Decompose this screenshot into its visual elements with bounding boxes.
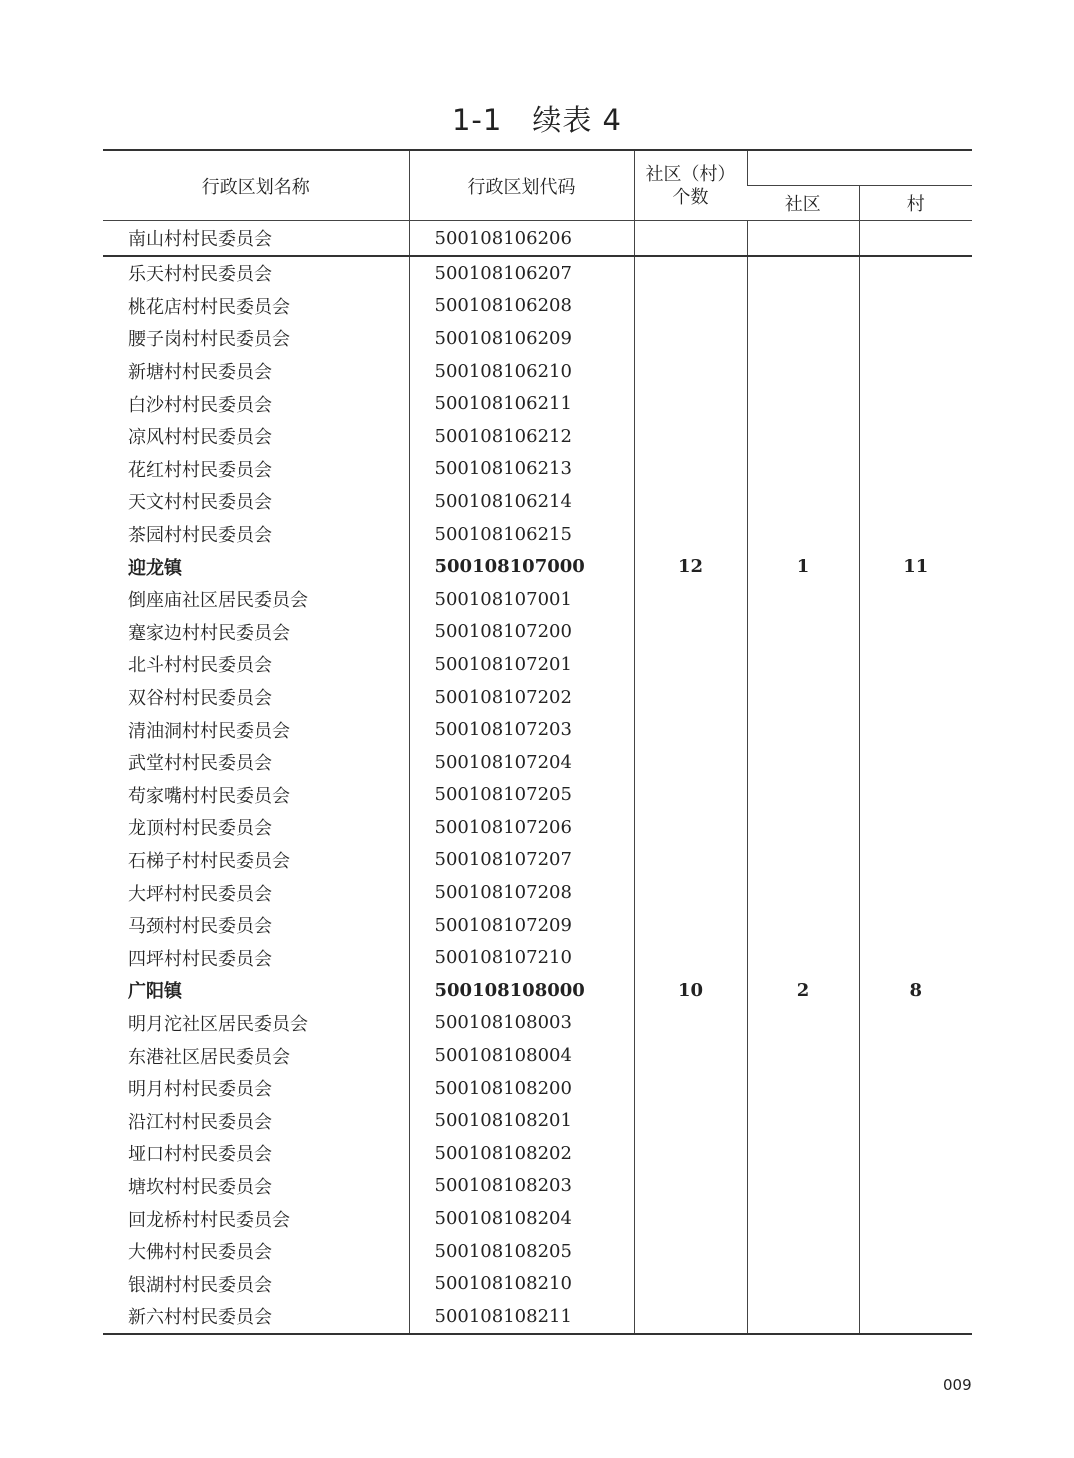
row-name: 双谷村村民委员会 (128, 688, 272, 710)
row-name: 腰子岗村村民委员会 (128, 329, 290, 351)
row-name: 四坪村村民委员会 (128, 948, 272, 970)
row-name: 广阳镇 (128, 981, 182, 1003)
row-community (747, 713, 859, 746)
row-name: 大佛村村民委员会 (128, 1242, 272, 1264)
row-code: 500108106208 (409, 290, 634, 323)
row-total (634, 844, 747, 877)
row-code: 500108106214 (409, 485, 634, 518)
row-code: 500108107201 (409, 648, 634, 681)
row-name: 明月村村民委员会 (128, 1079, 272, 1101)
table-row (103, 681, 972, 714)
row-village (859, 256, 972, 290)
row-community: 1 (747, 550, 859, 583)
row-total (634, 1202, 747, 1235)
row-code: 500108108203 (409, 1170, 634, 1203)
row-name: 花红村村民委员会 (128, 459, 272, 481)
table-row (103, 713, 972, 746)
header-community: 社区 (747, 186, 859, 221)
row-code: 500108108202 (409, 1137, 634, 1170)
row-community (747, 420, 859, 453)
table-row (103, 1137, 972, 1170)
row-code: 500108106210 (409, 355, 634, 388)
row-total (634, 1235, 747, 1268)
row-code: 500108106207 (409, 256, 634, 290)
row-village (859, 1137, 972, 1170)
row-code: 500108106213 (409, 453, 634, 486)
row-community (747, 485, 859, 518)
row-name: 大坪村村民委员会 (128, 883, 272, 905)
row-total (634, 1300, 747, 1334)
row-community: 2 (747, 974, 859, 1007)
row-total (634, 355, 747, 388)
row-name: 垭口村村民委员会 (128, 1144, 272, 1166)
row-total (634, 713, 747, 746)
division-table (103, 149, 972, 1335)
row-total (634, 941, 747, 974)
row-total (634, 387, 747, 420)
row-total (634, 909, 747, 942)
row-village (859, 221, 972, 257)
row-name: 东港社区居民委员会 (128, 1046, 290, 1068)
row-code: 500108107203 (409, 713, 634, 746)
row-name: 新塘村村民委员会 (128, 362, 272, 384)
row-name: 桃花店村村民委员会 (128, 296, 290, 318)
row-village (859, 518, 972, 551)
row-code: 500108107000 (409, 550, 634, 583)
row-village (859, 583, 972, 616)
table-row (103, 322, 972, 355)
row-village (859, 746, 972, 779)
table-row (103, 550, 972, 583)
row-code: 500108108210 (409, 1267, 634, 1300)
row-total: 12 (634, 550, 747, 583)
row-name: 乐天村村民委员会 (128, 264, 272, 286)
row-village (859, 420, 972, 453)
table-row (103, 290, 972, 323)
table-row (103, 876, 972, 909)
row-total (634, 876, 747, 909)
row-total (634, 453, 747, 486)
row-community (747, 518, 859, 551)
row-code: 500108107202 (409, 681, 634, 714)
row-code: 500108107207 (409, 844, 634, 877)
table-row (103, 583, 972, 616)
row-name: 凉风村村民委员会 (128, 427, 272, 449)
row-community (747, 256, 859, 290)
row-code: 500108107210 (409, 941, 634, 974)
row-community (747, 1007, 859, 1040)
row-code: 500108108201 (409, 1104, 634, 1137)
row-code: 500108106209 (409, 322, 634, 355)
row-code: 500108108211 (409, 1300, 634, 1334)
row-total (634, 681, 747, 714)
row-community (747, 746, 859, 779)
row-code: 500108107205 (409, 779, 634, 812)
row-code: 500108106206 (409, 221, 634, 257)
row-name: 回龙桥村村民委员会 (128, 1209, 290, 1231)
table-row (103, 453, 972, 486)
row-village: 11 (859, 550, 972, 583)
table-row (103, 1007, 972, 1040)
row-community (747, 387, 859, 420)
row-community (747, 681, 859, 714)
row-total (634, 485, 747, 518)
row-code: 500108107200 (409, 616, 634, 649)
row-total (634, 221, 747, 257)
row-village (859, 1072, 972, 1105)
row-name: 石梯子村村民委员会 (128, 850, 290, 872)
row-code: 500108106215 (409, 518, 634, 551)
row-name: 明月沱社区居民委员会 (128, 1013, 308, 1035)
row-village (859, 485, 972, 518)
row-total (634, 1072, 747, 1105)
header-count (634, 150, 747, 221)
row-total (634, 322, 747, 355)
row-code: 500108107206 (409, 811, 634, 844)
row-village (859, 1170, 972, 1203)
table-row (103, 941, 972, 974)
row-name: 白沙村村民委员会 (128, 394, 272, 416)
table-row (103, 779, 972, 812)
row-name: 马颈村村民委员会 (128, 916, 272, 938)
row-village (859, 1039, 972, 1072)
row-code: 500108106212 (409, 420, 634, 453)
row-village (859, 453, 972, 486)
table-row (103, 616, 972, 649)
row-village: 8 (859, 974, 972, 1007)
row-village (859, 1235, 972, 1268)
row-code: 500108106211 (409, 387, 634, 420)
row-name: 蹇家边村村民委员会 (128, 622, 290, 644)
table-row (103, 1104, 972, 1137)
row-name: 清油洞村村民委员会 (128, 720, 290, 742)
row-community (747, 583, 859, 616)
row-total (634, 256, 747, 290)
row-name: 天文村村民委员会 (128, 492, 272, 514)
row-total (634, 811, 747, 844)
row-total (634, 1039, 747, 1072)
table-row (103, 1300, 972, 1334)
table-row (103, 811, 972, 844)
table-row (103, 485, 972, 518)
page-number: 009 (943, 1376, 972, 1394)
row-village (859, 844, 972, 877)
row-code: 500108107204 (409, 746, 634, 779)
row-total (634, 583, 747, 616)
table-title: 1-1 续表 4 (451, 103, 623, 137)
row-name: 银湖村村民委员会 (128, 1274, 272, 1296)
row-community (747, 1300, 859, 1334)
row-community (747, 1072, 859, 1105)
row-total (634, 420, 747, 453)
row-community (747, 1235, 859, 1268)
table-row (103, 355, 972, 388)
row-total (634, 1170, 747, 1203)
table-row (103, 1267, 972, 1300)
row-total (634, 290, 747, 323)
row-community (747, 1202, 859, 1235)
row-community (747, 1170, 859, 1203)
row-name: 南山村村民委员会 (103, 221, 409, 257)
table-row (103, 518, 972, 551)
row-community (747, 648, 859, 681)
header-count-group (747, 150, 972, 186)
header-count-line1: 社区（村） (645, 163, 736, 185)
row-name: 迎龙镇 (128, 557, 182, 579)
table-row (103, 746, 972, 779)
row-total (634, 1007, 747, 1040)
row-community (747, 221, 859, 257)
row-code: 500108108200 (409, 1072, 634, 1105)
row-community (747, 1267, 859, 1300)
row-name: 北斗村村民委员会 (128, 655, 272, 677)
header-name: 行政区划名称 (103, 150, 409, 221)
table-row (103, 420, 972, 453)
row-name: 倒座庙社区居民委员会 (128, 590, 308, 612)
row-village (859, 1267, 972, 1300)
row-community (747, 1039, 859, 1072)
row-total (634, 1267, 747, 1300)
row-name: 武堂村村民委员会 (128, 753, 272, 775)
table-row (103, 1039, 972, 1072)
row-community (747, 909, 859, 942)
row-name: 龙顶村村民委员会 (128, 818, 272, 840)
table-row (103, 221, 972, 257)
row-village (859, 909, 972, 942)
row-code: 500108107209 (409, 909, 634, 942)
row-code: 500108108205 (409, 1235, 634, 1268)
row-total (634, 616, 747, 649)
row-community (747, 1104, 859, 1137)
row-community (747, 779, 859, 812)
row-village (859, 1104, 972, 1137)
header-village: 村 (859, 186, 972, 221)
table-row (103, 909, 972, 942)
row-name: 茶园村村民委员会 (128, 525, 272, 547)
table-row (103, 648, 972, 681)
row-name: 苟家嘴村村民委员会 (128, 785, 290, 807)
row-code: 500108108003 (409, 1007, 634, 1040)
row-code: 500108108004 (409, 1039, 634, 1072)
row-total (634, 648, 747, 681)
table-row (103, 256, 972, 290)
table-row (103, 844, 972, 877)
row-village (859, 1202, 972, 1235)
row-name: 新六村村民委员会 (103, 1300, 409, 1334)
table-row (103, 1202, 972, 1235)
table-row (103, 387, 972, 420)
row-community (747, 844, 859, 877)
row-total (634, 518, 747, 551)
row-name: 塘坎村村民委员会 (128, 1176, 272, 1198)
table-row (103, 974, 972, 1007)
row-village (859, 1300, 972, 1334)
row-village (859, 616, 972, 649)
row-village (859, 290, 972, 323)
row-code: 500108108000 (409, 974, 634, 1007)
row-village (859, 811, 972, 844)
row-community (747, 1137, 859, 1170)
table-row (103, 1235, 972, 1268)
row-community (747, 355, 859, 388)
row-village (859, 322, 972, 355)
row-village (859, 681, 972, 714)
table-row (103, 1072, 972, 1105)
row-village (859, 941, 972, 974)
row-name: 沿江村村民委员会 (128, 1111, 272, 1133)
header-count-line2: 个数 (672, 186, 709, 208)
row-community (747, 941, 859, 974)
row-community (747, 322, 859, 355)
row-total (634, 1137, 747, 1170)
row-code: 500108108204 (409, 1202, 634, 1235)
header-code: 行政区划代码 (409, 150, 634, 221)
row-community (747, 616, 859, 649)
row-community (747, 290, 859, 323)
row-village (859, 713, 972, 746)
row-total: 10 (634, 974, 747, 1007)
table-row (103, 1170, 972, 1203)
row-community (747, 811, 859, 844)
row-village (859, 779, 972, 812)
row-code: 500108107208 (409, 876, 634, 909)
row-village (859, 387, 972, 420)
row-code: 500108107001 (409, 583, 634, 616)
row-village (859, 648, 972, 681)
row-village (859, 355, 972, 388)
row-village (859, 1007, 972, 1040)
row-total (634, 746, 747, 779)
row-community (747, 453, 859, 486)
row-community (747, 876, 859, 909)
row-total (634, 1104, 747, 1137)
row-total (634, 779, 747, 812)
row-village (859, 876, 972, 909)
